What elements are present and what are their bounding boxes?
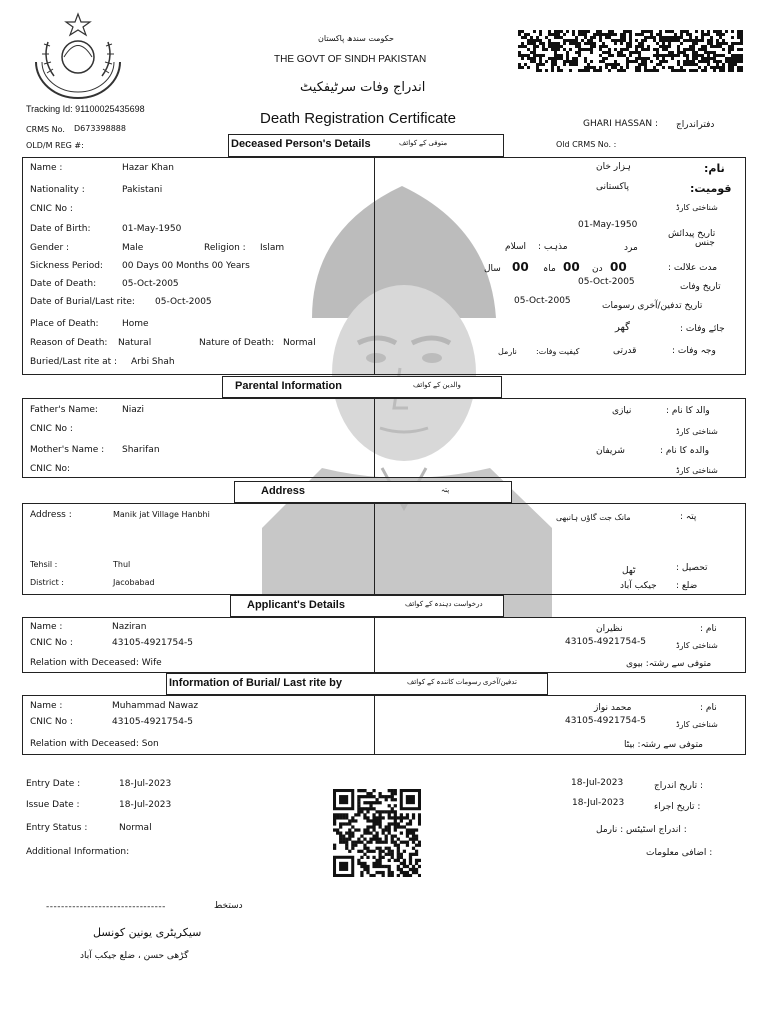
burial-name-ur: محمد نواز	[594, 703, 632, 713]
burial-header-ur: تدفین/آخری رسومات کانندہ کے کوائف	[407, 679, 517, 686]
dod-value-ur: 05-Oct-2005	[578, 277, 635, 287]
burial-label-ur: تاریخ تدفین/آخری رسومات	[602, 301, 703, 311]
place-value-ur: گھر	[615, 322, 630, 333]
applicant-name-ur: نظیران	[596, 624, 623, 634]
parental-divider	[374, 398, 375, 478]
dod-value: 05-Oct-2005	[122, 279, 179, 289]
years-ur: سال	[484, 264, 501, 274]
sickness-value: 00 Days 00 Months 00 Years	[122, 261, 250, 271]
father-cnic-ur: شناختی کارڈ	[676, 427, 718, 436]
applicant-header-en: Applicant's Details	[247, 599, 345, 611]
applicant-cnic-label: CNIC No :	[30, 638, 73, 648]
parental-header-en: Parental Information	[235, 380, 342, 392]
mother-cnic-label: CNIC No:	[30, 464, 71, 474]
nationality-value-ur: پاکستانی	[596, 182, 630, 192]
place-label: Place of Death:	[30, 319, 99, 329]
father-value-ur: نیازی	[612, 406, 632, 416]
applicant-section-header	[230, 595, 504, 617]
mother-label: Mother's Name :	[30, 445, 105, 455]
district-value: Jacobabad	[113, 578, 155, 587]
address-header-en: Address	[261, 485, 306, 497]
address-header-ur: پتہ	[441, 487, 450, 494]
place-value: Home	[122, 319, 149, 329]
entry-date-label: Entry Date :	[26, 779, 81, 789]
mother-value-ur: شریفان	[596, 446, 625, 456]
nationality-value: Pakistani	[122, 185, 163, 195]
old-reg-label: OLD/M REG #:	[26, 141, 84, 150]
certificate-title: Death Registration Certificate	[260, 110, 456, 127]
name-label-ur: نام:	[704, 162, 725, 175]
qr-code	[333, 789, 421, 877]
burial-name-value: Muhammad Nawaz	[112, 701, 199, 711]
sickness-label: Sickness Period:	[30, 261, 103, 271]
old-crms-label: Old CRMS No. :	[556, 140, 617, 149]
address-label-ur: پتہ :	[680, 512, 697, 522]
entry-date-value: 18-Jul-2023	[119, 779, 172, 789]
address-section-header	[234, 481, 512, 503]
address-divider	[374, 503, 375, 595]
reason-value: Natural	[118, 338, 152, 348]
entry-date-value-ur: 18-Jul-2023	[571, 778, 624, 788]
months-ur: ماہ	[543, 264, 556, 274]
mother-value: Sharifan	[122, 445, 160, 455]
gender-value: Male	[122, 243, 144, 253]
nationality-label-ur: قومیت:	[690, 182, 732, 195]
sickness-label-ur: مدت علالت :	[668, 263, 718, 273]
dod-label: Date of Death:	[30, 279, 97, 289]
issue-date-value: 18-Jul-2023	[119, 800, 172, 810]
place-label-ur: جائے وفات :	[680, 324, 725, 334]
days-ur: دن	[592, 264, 603, 274]
applicant-cnic-label-ur: شناختی کارڈ	[676, 641, 718, 650]
father-label: Father's Name:	[30, 405, 98, 415]
name-value-ur: ہزار خان	[596, 162, 631, 172]
applicant-cnic-value: 43105-4921754-5	[112, 638, 193, 648]
burial-cnic-value: 43105-4921754-5	[112, 717, 193, 727]
parental-header-ur: والدین کے کوائف	[413, 382, 461, 389]
crms-value: D673398888	[74, 124, 126, 133]
office-label-urdu: دفتراندراج	[676, 120, 715, 130]
nationality-label: Nationality :	[30, 185, 85, 195]
barcode	[518, 30, 743, 72]
burial-relation: Relation with Deceased: Son	[30, 739, 159, 749]
father-value: Niazi	[122, 405, 144, 415]
office-colon: :	[655, 119, 659, 129]
applicant-name-label: Name :	[30, 622, 63, 632]
tehsil-value-ur: ٹھل	[622, 566, 636, 576]
deceased-section-header	[228, 134, 504, 157]
tracking-id: Tracking Id: 91100025435698	[26, 104, 145, 114]
applicant-relation-ur: متوفی سے رشتہ: بیوی	[626, 659, 712, 669]
address-value-ur: مانک جت گاؤں ہانبھی	[556, 513, 631, 522]
dod-label-ur: تاریخ وفات	[680, 282, 721, 292]
govt-title-urdu: حکومت سندھ پاکستان	[318, 34, 394, 43]
crms-label: CRMS No.	[26, 125, 65, 134]
address-label: Address :	[30, 510, 72, 520]
cnic-label: CNIC No :	[30, 204, 73, 214]
applicant-cnic-ur: 43105-4921754-5	[565, 637, 646, 647]
burial-date-label: Date of Burial/Last rite:	[30, 297, 135, 307]
father-cnic-label: CNIC No :	[30, 424, 73, 434]
applicant-relation: Relation with Deceased: Wife	[30, 658, 162, 668]
govt-title: THE GOVT OF SINDH PAKISTAN	[274, 54, 427, 65]
nature-label-ur: کیفیت وفات:	[536, 347, 580, 356]
months-value-ur: 00	[563, 260, 580, 274]
burial-cnic-label-ur: شناختی کارڈ	[676, 720, 718, 729]
nature-value-ur: نارمل	[498, 347, 517, 356]
dob-label: Date of Birth:	[30, 224, 91, 234]
dob-value-ur: 01-May-1950	[578, 220, 638, 230]
issue-date-value-ur: 18-Jul-2023	[572, 798, 625, 808]
secretary-location: گڑھی حسن ، ضلع جیکب آباد	[80, 951, 189, 961]
applicant-header-ur: درخواست دہندہ کے کوائف	[405, 601, 483, 608]
office-name: GHARI HASSAN	[583, 119, 653, 129]
gender-label-ur: جنس	[695, 238, 715, 248]
name-label: Name :	[30, 163, 63, 173]
certificate-title-urdu: اندراج وفات سرٹیفکیٹ	[300, 80, 426, 95]
entry-status-value: Normal	[119, 823, 152, 833]
additional-info-ur: : اضافی معلومات	[646, 848, 713, 858]
issue-date-label-ur: : تاریخ اجراء	[654, 802, 701, 812]
tehsil-label: Tehsil :	[30, 560, 58, 569]
religion-value: Islam	[260, 243, 285, 253]
issue-date-label: Issue Date :	[26, 800, 80, 810]
district-value-ur: جیکب آباد	[620, 581, 657, 591]
burial-name-label-ur: نام :	[700, 703, 717, 713]
tehsil-value: Thul	[113, 560, 131, 569]
father-label-ur: والد کا نام :	[666, 406, 710, 416]
gender-label: Gender :	[30, 243, 70, 253]
deceased-divider	[374, 157, 375, 375]
deceased-header-en: Deceased Person's Details	[231, 138, 371, 150]
entry-status-label: Entry Status :	[26, 823, 88, 833]
days-value-ur: 00	[610, 260, 627, 274]
reason-label: Reason of Death:	[30, 338, 108, 348]
mother-label-ur: والدہ کا نام :	[660, 446, 710, 456]
applicant-name-label-ur: نام :	[700, 624, 717, 634]
signature-label: دستخط	[214, 901, 243, 911]
parental-section-header	[222, 376, 502, 398]
religion-value-ur: اسلام	[505, 242, 526, 252]
dob-value: 01-May-1950	[122, 224, 182, 234]
burial-header-en: Information of Burial/ Last rite by	[169, 677, 342, 689]
applicant-divider	[374, 617, 375, 673]
religion-label: Religion :	[204, 243, 246, 253]
deceased-header-ur: متوفی کے کوائف	[399, 140, 448, 147]
gender-value-ur: مرد	[624, 243, 638, 253]
applicant-name-value: Naziran	[112, 622, 147, 632]
burial-name-label: Name :	[30, 701, 63, 711]
dob-label-ur: تاریخ پیدائش	[668, 229, 716, 239]
cnic-label-ur: شناختی کارڈ	[676, 203, 718, 212]
nature-label: Nature of Death:	[199, 338, 275, 348]
secretary-title: سیکریٹری یونین کونسل	[93, 926, 202, 939]
religion-label-ur: مذہب :	[538, 242, 568, 252]
additional-info-label: Additional Information:	[26, 847, 130, 857]
nature-value: Normal	[283, 338, 316, 348]
burial-date-value: 05-Oct-2005	[155, 297, 212, 307]
tehsil-label-ur: تحصیل :	[676, 563, 708, 573]
district-label-ur: ضلع :	[676, 581, 698, 591]
name-value: Hazar Khan	[122, 163, 174, 173]
burial-value-ur: 05-Oct-2005	[514, 296, 571, 306]
burial-cnic-label: CNIC No :	[30, 717, 73, 727]
address-value: Manik jat Village Hanbhi	[113, 510, 210, 519]
reason-value-ur: قدرتی	[613, 346, 637, 356]
burial-divider	[374, 695, 375, 755]
burial-cnic-ur: 43105-4921754-5	[565, 716, 646, 726]
entry-date-label-ur: : تاریخ اندراج	[654, 781, 704, 791]
burial-relation-ur: متوفی سے رشتہ: بیٹا	[624, 740, 703, 750]
burial-section-header	[166, 673, 548, 695]
entry-status-ur: : اندراج اسٹیٹس : نارمل	[596, 825, 687, 835]
mother-cnic-ur: شناختی کارڈ	[676, 466, 718, 475]
years-value-ur: 00	[512, 260, 529, 274]
buried-label: Buried/Last rite at :	[30, 357, 118, 367]
district-label: District :	[30, 578, 64, 587]
buried-value: Arbi Shah	[131, 357, 175, 367]
signature-line: --------------------------------	[46, 902, 166, 912]
govt-emblem	[24, 12, 132, 100]
reason-label-ur: وجہ وفات :	[672, 346, 716, 356]
